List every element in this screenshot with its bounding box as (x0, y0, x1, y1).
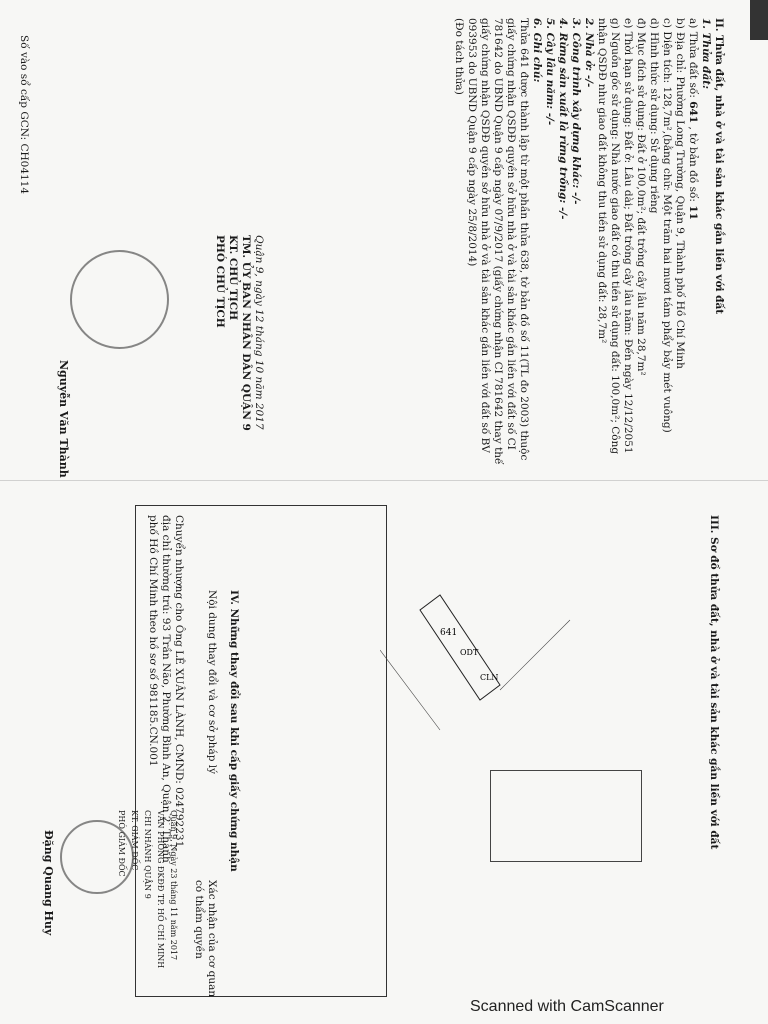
use-purpose: đ) Mục đích sử dụng: Đất ở 100,0m²; đất trồng cây lâu năm 28,7m² (635, 18, 647, 376)
section-ii-title: II. Thửa đất, nhà ở và tài sản khác gắn liền với đất (713, 18, 725, 315)
use-origin: g) Nguồn gốc sử dụng: Nhà nước giao đất có thu tiền sử dụng đất: 100,0m²; Công nhận QSDĐ như giao đất không thu tiền sử dụng đất: 28,7m² (596, 18, 621, 455)
col-content-header: Nội dung thay đổi và cơ sở pháp lý (206, 590, 218, 775)
note-line-1: Thửa 641 được thành lập từ một phần thửa 638, tờ bản đồ số 11(TL đo 2003) thuộc (518, 18, 530, 461)
forest: 4. Rừng sản xuất là rừng trồng: -/- (557, 18, 569, 220)
org-line-3: PHÓ CHỦ TỊCH (214, 235, 226, 328)
note-line-6: (Đo tách thửa) (453, 18, 465, 95)
org-line-2: KT. CHỦ TỊCH (227, 235, 239, 320)
map-parcel-label: 641 (440, 628, 458, 638)
change-line-2: địa chỉ thường trú: 93 Trần Não, Phường Bình An, Quận 2, Thành (160, 515, 172, 863)
section-iii-title-wrap (707, 515, 720, 849)
other-construction: 3. Công trình xây dựng khác: -/- (570, 18, 582, 205)
map-use-label: ODT (460, 648, 479, 657)
confirm-signer: Đặng Quang Huy (42, 830, 55, 936)
notes-heading: 6. Ghi chú: (531, 18, 543, 83)
change-line-1: Chuyển nhượng cho Ông LÊ XUÂN LÀNH, CMND: 024792231, (173, 515, 185, 851)
coordinate-table (490, 770, 642, 862)
section-ii-block (452, 18, 725, 478)
parcel-heading: 1. Thửa đất: (700, 18, 712, 90)
place-date: Quận 9, ngày 12 tháng 10 năm 2017 (253, 235, 265, 430)
confirm-block: Quận 9, Ngày 23 tháng 11 năm 2017 VĂN PHÒNG ĐKĐĐ TP. HỒ CHÍ MINH CHI NHÁNH QUẬN 9 KT. GIÁM ĐỐC PHÓ GIÁM ĐỐC (117, 810, 178, 969)
map-cln-label: CLN (480, 673, 499, 682)
section-iii-title: III. Sơ đồ thửa đất, nhà ở và tài sản khác gắn liền với đất (708, 515, 720, 850)
gcn-number: Số vào sổ cấp GCN: CH04114 (18, 35, 30, 195)
fold-line (0, 480, 768, 481)
office-seal (60, 820, 134, 894)
section-iv-title-wrap (227, 590, 240, 872)
section-iv-title: IV. Những thay đổi sau khi cấp giấy chứng nhận (228, 590, 240, 872)
change-line-3: phố Hồ Chí Minh theo hồ sơ số 981185.CN.001 (147, 515, 159, 767)
parcel-area: c) Diện tích: 128,7m²,(bằng chữ: Một trăm hai mươi tám phẩy bảy mét vuông) (661, 18, 673, 433)
signer-name: Nguyễn Văn Thành (57, 360, 70, 478)
org-line-1: TM. ỦY BAN NHÂN DÂN QUẬN 9 (240, 235, 252, 431)
official-seal (70, 250, 169, 349)
col-confirm-header: Xác nhận của cơ quan có thẩm quyền (193, 880, 218, 998)
note-line-4: giấy chứng nhận QSDĐ quyền sở hữu nhà ở và tài sản khác gắn liền với đất số BV (479, 18, 491, 453)
note-line-2: giấy chứng nhận QSDĐ quyền sở hữu nhà ở và tài sản khác gắn liền với đất số CI (505, 18, 517, 450)
parcel-address: b) Địa chỉ: Phường Long Trường, Quận 9, Thành phố Hồ Chí Minh (674, 18, 686, 369)
note-line-5: 093953 do UBND Quận 9 cấp ngày 25/8/2014) (466, 18, 478, 267)
house: 2. Nhà ở: -/- (583, 18, 595, 88)
use-form: d) Hình thức sử dụng: Sử dụng riêng (648, 18, 660, 214)
table-header (205, 590, 218, 774)
signer-block (57, 360, 70, 478)
parcel-map (380, 590, 580, 740)
note-line-3: 781642 do UBND Quận 9 cấp ngày 07/9/2017 (giấy chứng nhận CI 781642 thay thế (492, 18, 504, 465)
use-term: e) Thời hạn sử dụng: Đất ở: Lâu dài; Đất trồng cây lâu năm: Đến ngày 12/12/2051 (622, 18, 634, 454)
scan-edge (750, 0, 768, 40)
gcn-block (17, 35, 30, 194)
signature-block (213, 235, 265, 431)
confirm-signer-wrap (42, 830, 55, 935)
perennial-trees: 5. Cây lâu năm: -/- (544, 18, 556, 126)
camscanner-watermark: Scanned with CamScanner (470, 998, 664, 1015)
parcel-number-line: a) Thửa đất số: 641 , tờ bản đồ số: 11 (687, 18, 699, 220)
